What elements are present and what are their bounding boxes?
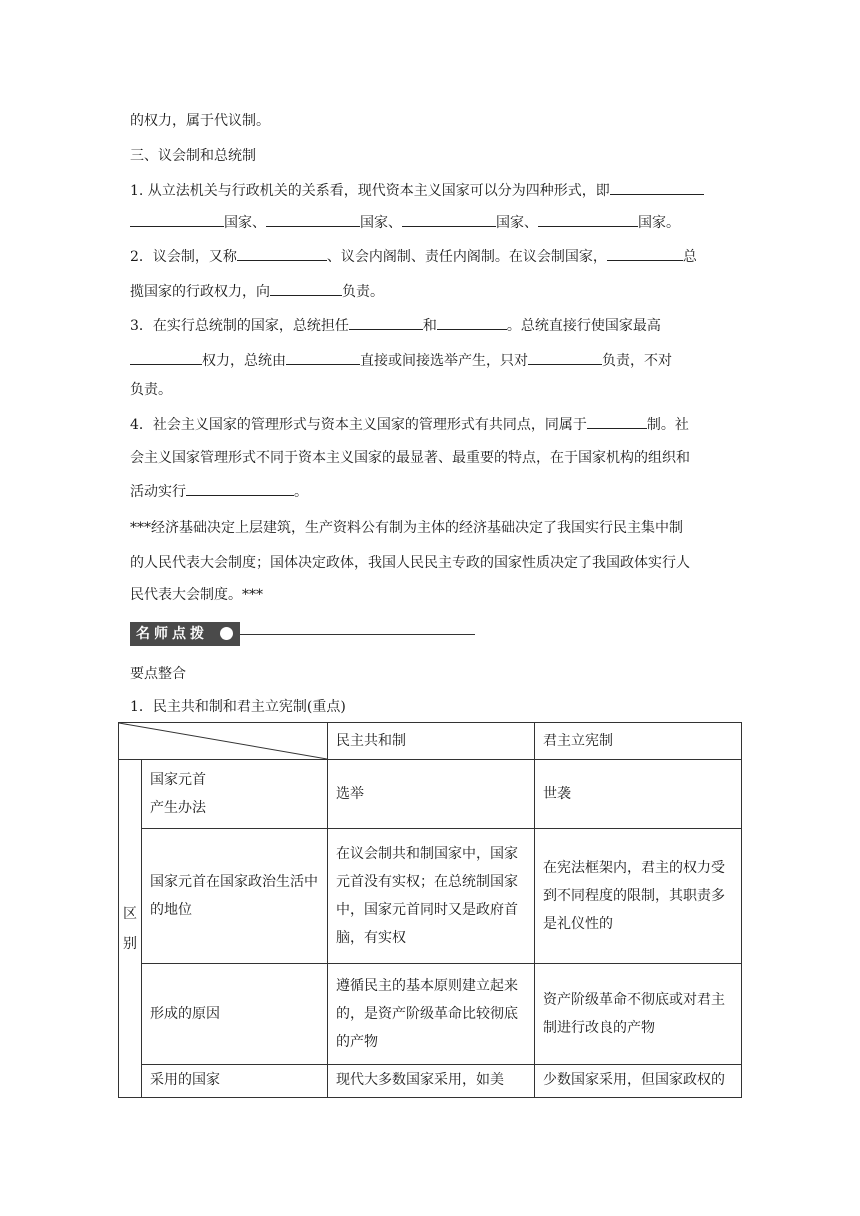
comparison-table [118,722,742,1098]
badge-dot-icon [220,627,233,640]
monarchy-cell: 少数国家采用，但国家政权的 [535,1065,742,1098]
header-cell: 君主立宪制 [535,723,742,760]
row-item-cell: 采用的国家 [142,1065,328,1098]
note-line: 民代表大会制度。*** [130,587,263,603]
monarchy-cell: 世袭 [535,760,742,829]
table-header-row [119,723,742,760]
question-2-line: 2．议会制，又称 、议会内阁制、责任内阁制。在议会制国家， 总 [130,246,697,267]
monarchy-cell: 资产阶级革命不彻底或对君主制进行改良的产物 [535,964,742,1065]
row-item-cell: 国家元首 产生办法 [142,760,328,829]
text-line: 的权力，属于代议制。 [130,113,270,129]
badge-label: 名师点拨 [136,626,208,642]
header-cell: 民主共和制 [328,723,535,760]
diagonal-header-cell [119,723,328,760]
badge-rule [240,634,475,635]
question-3-line: 权力，总统由 直接或间接选举产生，只对 负责，不对 [130,350,672,371]
subheading: 要点整合 [130,666,186,682]
row-item-cell: 国家元首在国家政治生活中的地位 [142,829,328,964]
note-line: ***经济基础决定上层建筑，生产资料公有制为主体的经济基础决定了我国实行民主集中制 [130,520,683,536]
monarchy-cell: 在宪法框架内，君主的权力受到不同程度的限制，其职责多是礼仪性的 [535,829,742,964]
republic-cell: 遵循民主的基本原则建立起来的，是资产阶级革命比较彻底的产物 [328,964,535,1065]
republic-cell: 在议会制共和制国家中，国家元首没有实权；在总统制国家中，国家元首同时又是政府首脑，有实权 [328,829,535,964]
table-row [119,1065,742,1098]
table-row [119,964,742,1065]
republic-cell: 选举 [328,760,535,829]
question-3-line: 3．在实行总统制的国家，总统担任 和 。总统直接行使国家最高 [130,315,661,336]
note-line: 的人民代表大会制度；国体决定政体，我国人民民主专政的国家性质决定了我国政体实行人 [130,555,690,571]
group-label-cell [119,760,142,1098]
republic-cell: 现代大多数国家采用，如美 [328,1065,535,1098]
table-caption: 1．民主共和制和君主立宪制(重点) [130,699,346,715]
question-4-line: 会主义国家管理形式不同于资本主义国家的最显著、最重要的特点，在于国家机构的组织和 [130,450,690,466]
row-item-cell: 形成的原因 [142,964,328,1065]
question-4-line: 活动实行 。 [130,481,308,502]
table-row [119,829,742,964]
section-badge [130,622,240,646]
section-heading: 三、议会制和总统制 [130,148,256,164]
group-label: 区别 [123,905,137,952]
question-2-line: 揽国家的行政权力，向 负责。 [130,281,384,302]
table-row [119,760,742,829]
question-3-line: 负责。 [130,382,172,398]
question-1-line: 1. 从立法机关与行政机关的关系看，现代资本主义国家可以分为四种形式，即 [130,180,704,201]
question-4-line: 4．社会主义国家的管理形式与资本主义国家的管理形式有共同点，同属于 制。社 [130,414,689,435]
question-1-line: 国家、 国家、 国家、 国家。 [130,212,680,233]
